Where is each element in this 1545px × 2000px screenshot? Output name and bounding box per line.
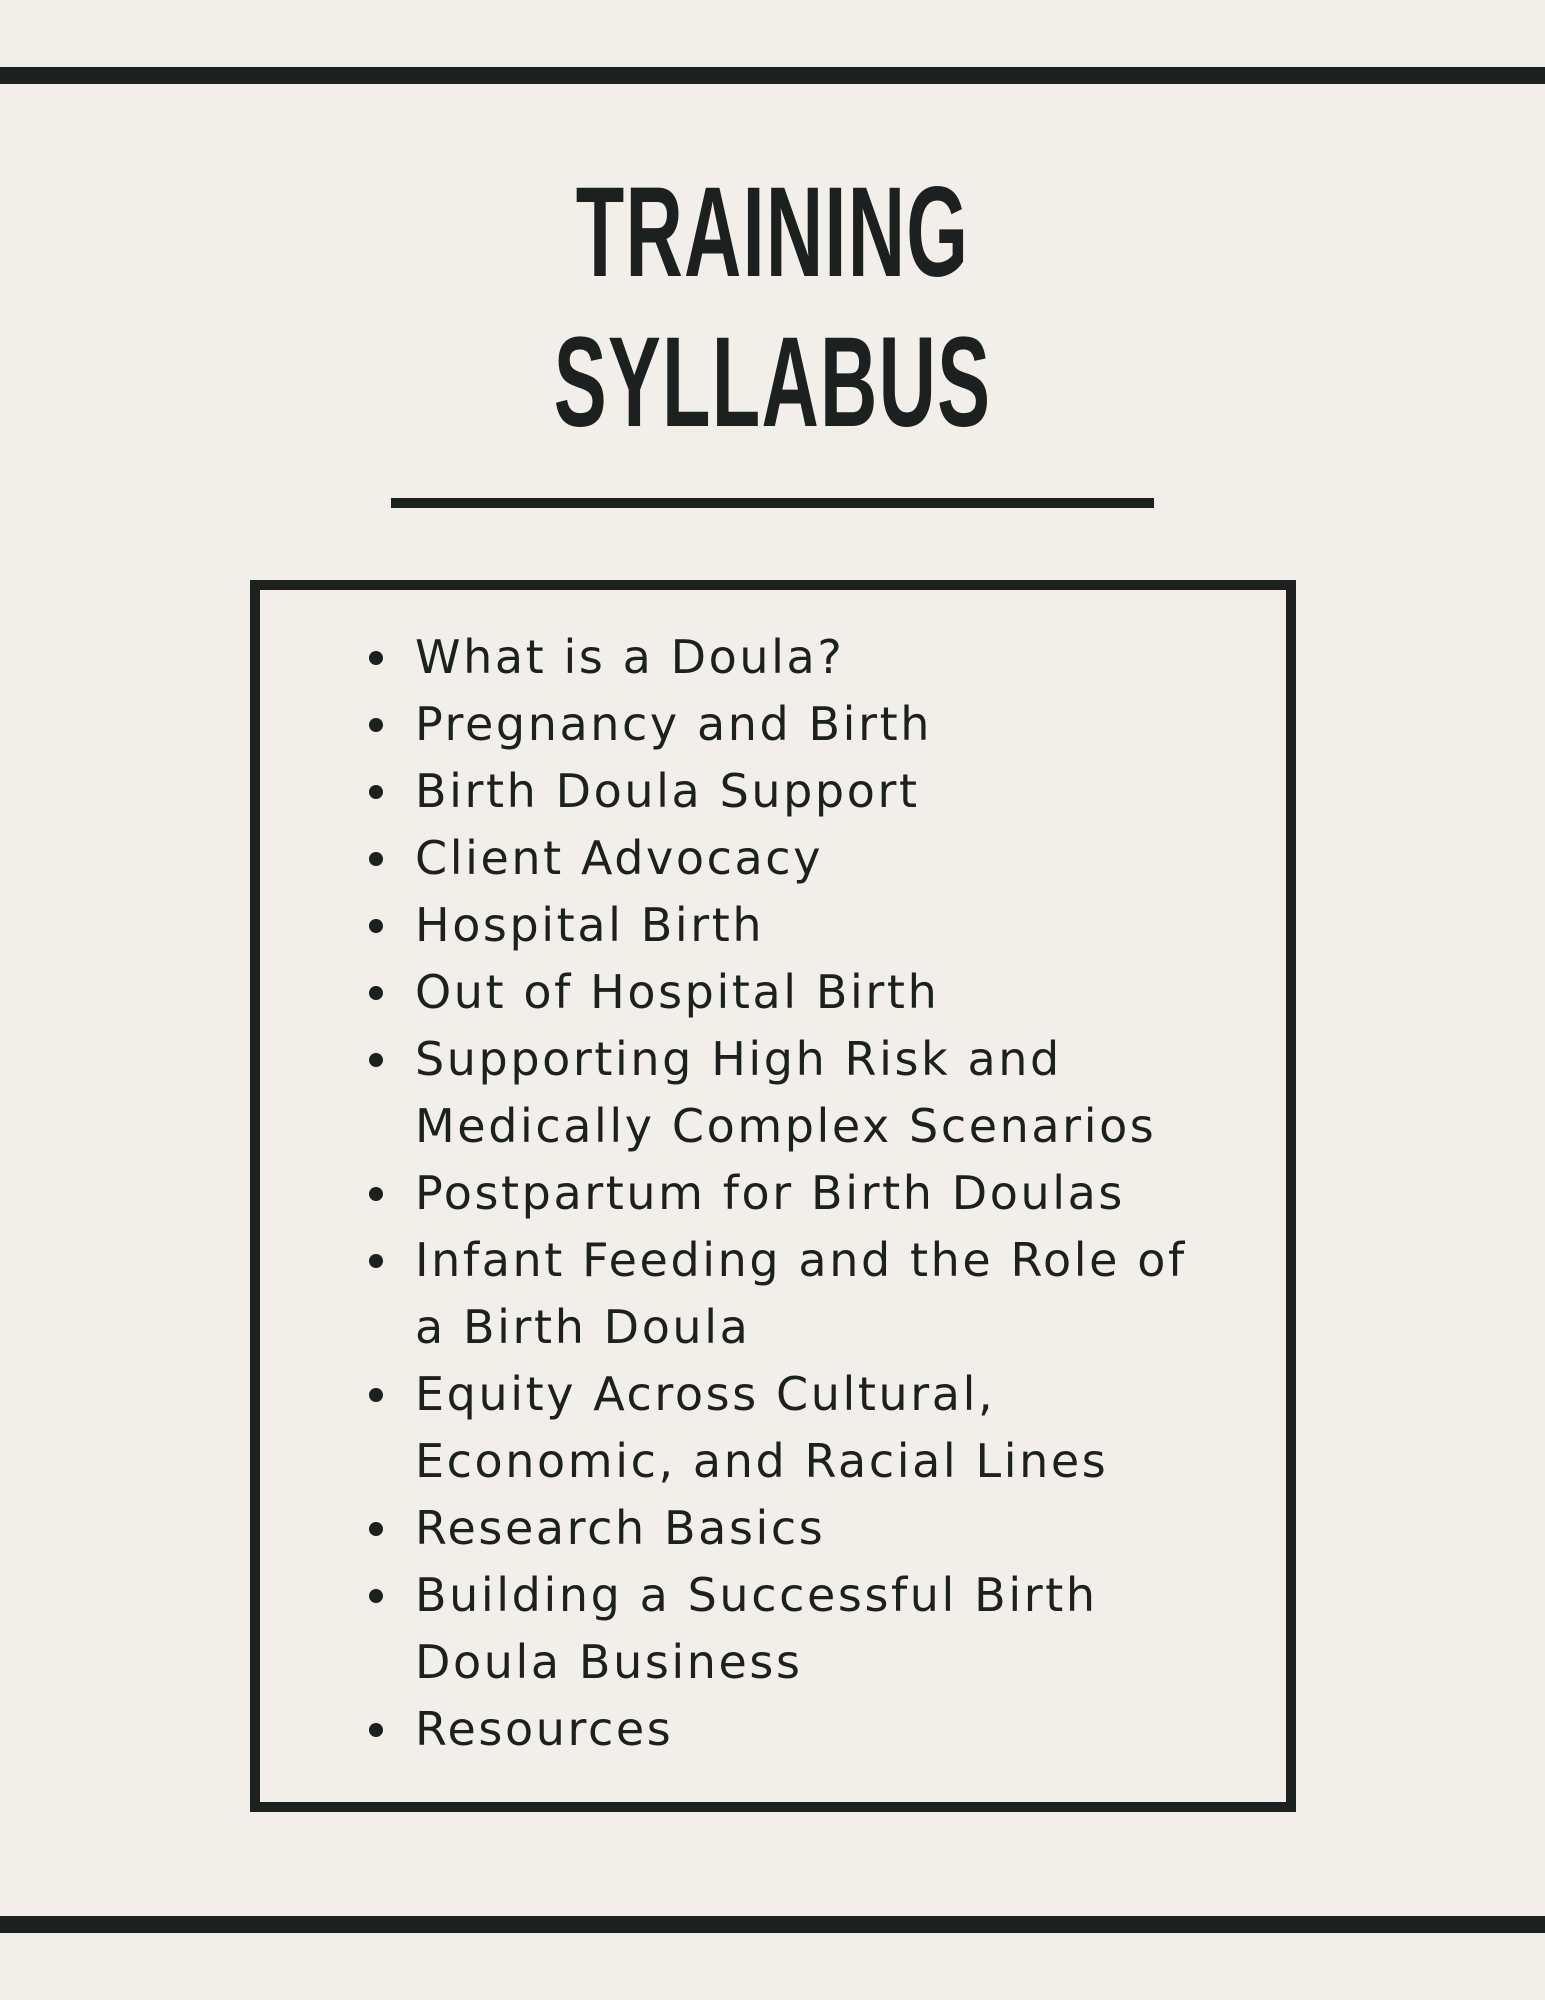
syllabus-topic-text: What is a Doula? (415, 630, 845, 684)
bullet-icon (369, 919, 383, 933)
bullet-icon (369, 1053, 383, 1067)
bullet-icon (369, 1723, 383, 1737)
title-underline (391, 498, 1154, 508)
syllabus-topic (415, 758, 1235, 825)
syllabus-topic-list (415, 624, 1235, 1763)
syllabus-topic-text: Birth Doula Support (415, 764, 920, 818)
bullet-icon (369, 986, 383, 1000)
syllabus-topic (415, 1361, 1235, 1495)
syllabus-topic-text: Medically Complex Scenarios (415, 1099, 1157, 1153)
bullet-icon (369, 718, 383, 732)
syllabus-topic (415, 1696, 1235, 1763)
syllabus-topic (415, 1227, 1235, 1361)
syllabus-topic (415, 892, 1235, 959)
syllabus-topic-text: Supporting High Risk and (415, 1032, 1062, 1086)
syllabus-topic-text: Out of Hospital Birth (415, 965, 940, 1019)
syllabus-topic-text: Doula Business (415, 1635, 803, 1689)
syllabus-topic (415, 959, 1235, 1026)
syllabus-topic-text: Resources (415, 1702, 674, 1756)
top-rule (0, 67, 1545, 84)
syllabus-topic-text: Hospital Birth (415, 898, 765, 952)
page-title (294, 158, 1252, 458)
syllabus-topic (415, 1160, 1235, 1227)
syllabus-topic (415, 1562, 1235, 1696)
syllabus-topic-text: a Birth Doula (415, 1300, 751, 1354)
syllabus-topic-text: Economic, and Racial Lines (415, 1434, 1109, 1488)
bullet-icon (369, 1388, 383, 1402)
bottom-rule (0, 1916, 1545, 1933)
bullet-icon (369, 785, 383, 799)
bullet-icon (369, 852, 383, 866)
syllabus-topic-text: Research Basics (415, 1501, 826, 1555)
syllabus-topic-text: Client Advocacy (415, 831, 824, 885)
bullet-icon (369, 1522, 383, 1536)
bullet-icon (369, 1589, 383, 1603)
syllabus-topic-text: Postpartum for Birth Doulas (415, 1166, 1125, 1220)
bullet-icon (369, 1187, 383, 1201)
bullet-icon (369, 651, 383, 665)
syllabus-topic (415, 1026, 1235, 1160)
syllabus-topic (415, 825, 1235, 892)
syllabus-topic-text: Infant Feeding and the Role of (415, 1233, 1187, 1287)
page-title-line-1: TRAINING (575, 161, 970, 304)
syllabus-topic-text: Pregnancy and Birth (415, 697, 932, 751)
syllabus-topic-text: Building a Successful Birth (415, 1568, 1098, 1622)
page-title-line-2: SYLLABUS (553, 311, 992, 454)
syllabus-topic (415, 691, 1235, 758)
syllabus-topic (415, 1495, 1235, 1562)
bullet-icon (369, 1254, 383, 1268)
syllabus-topic (415, 624, 1235, 691)
syllabus-topic-text: Equity Across Cultural, (415, 1367, 996, 1421)
